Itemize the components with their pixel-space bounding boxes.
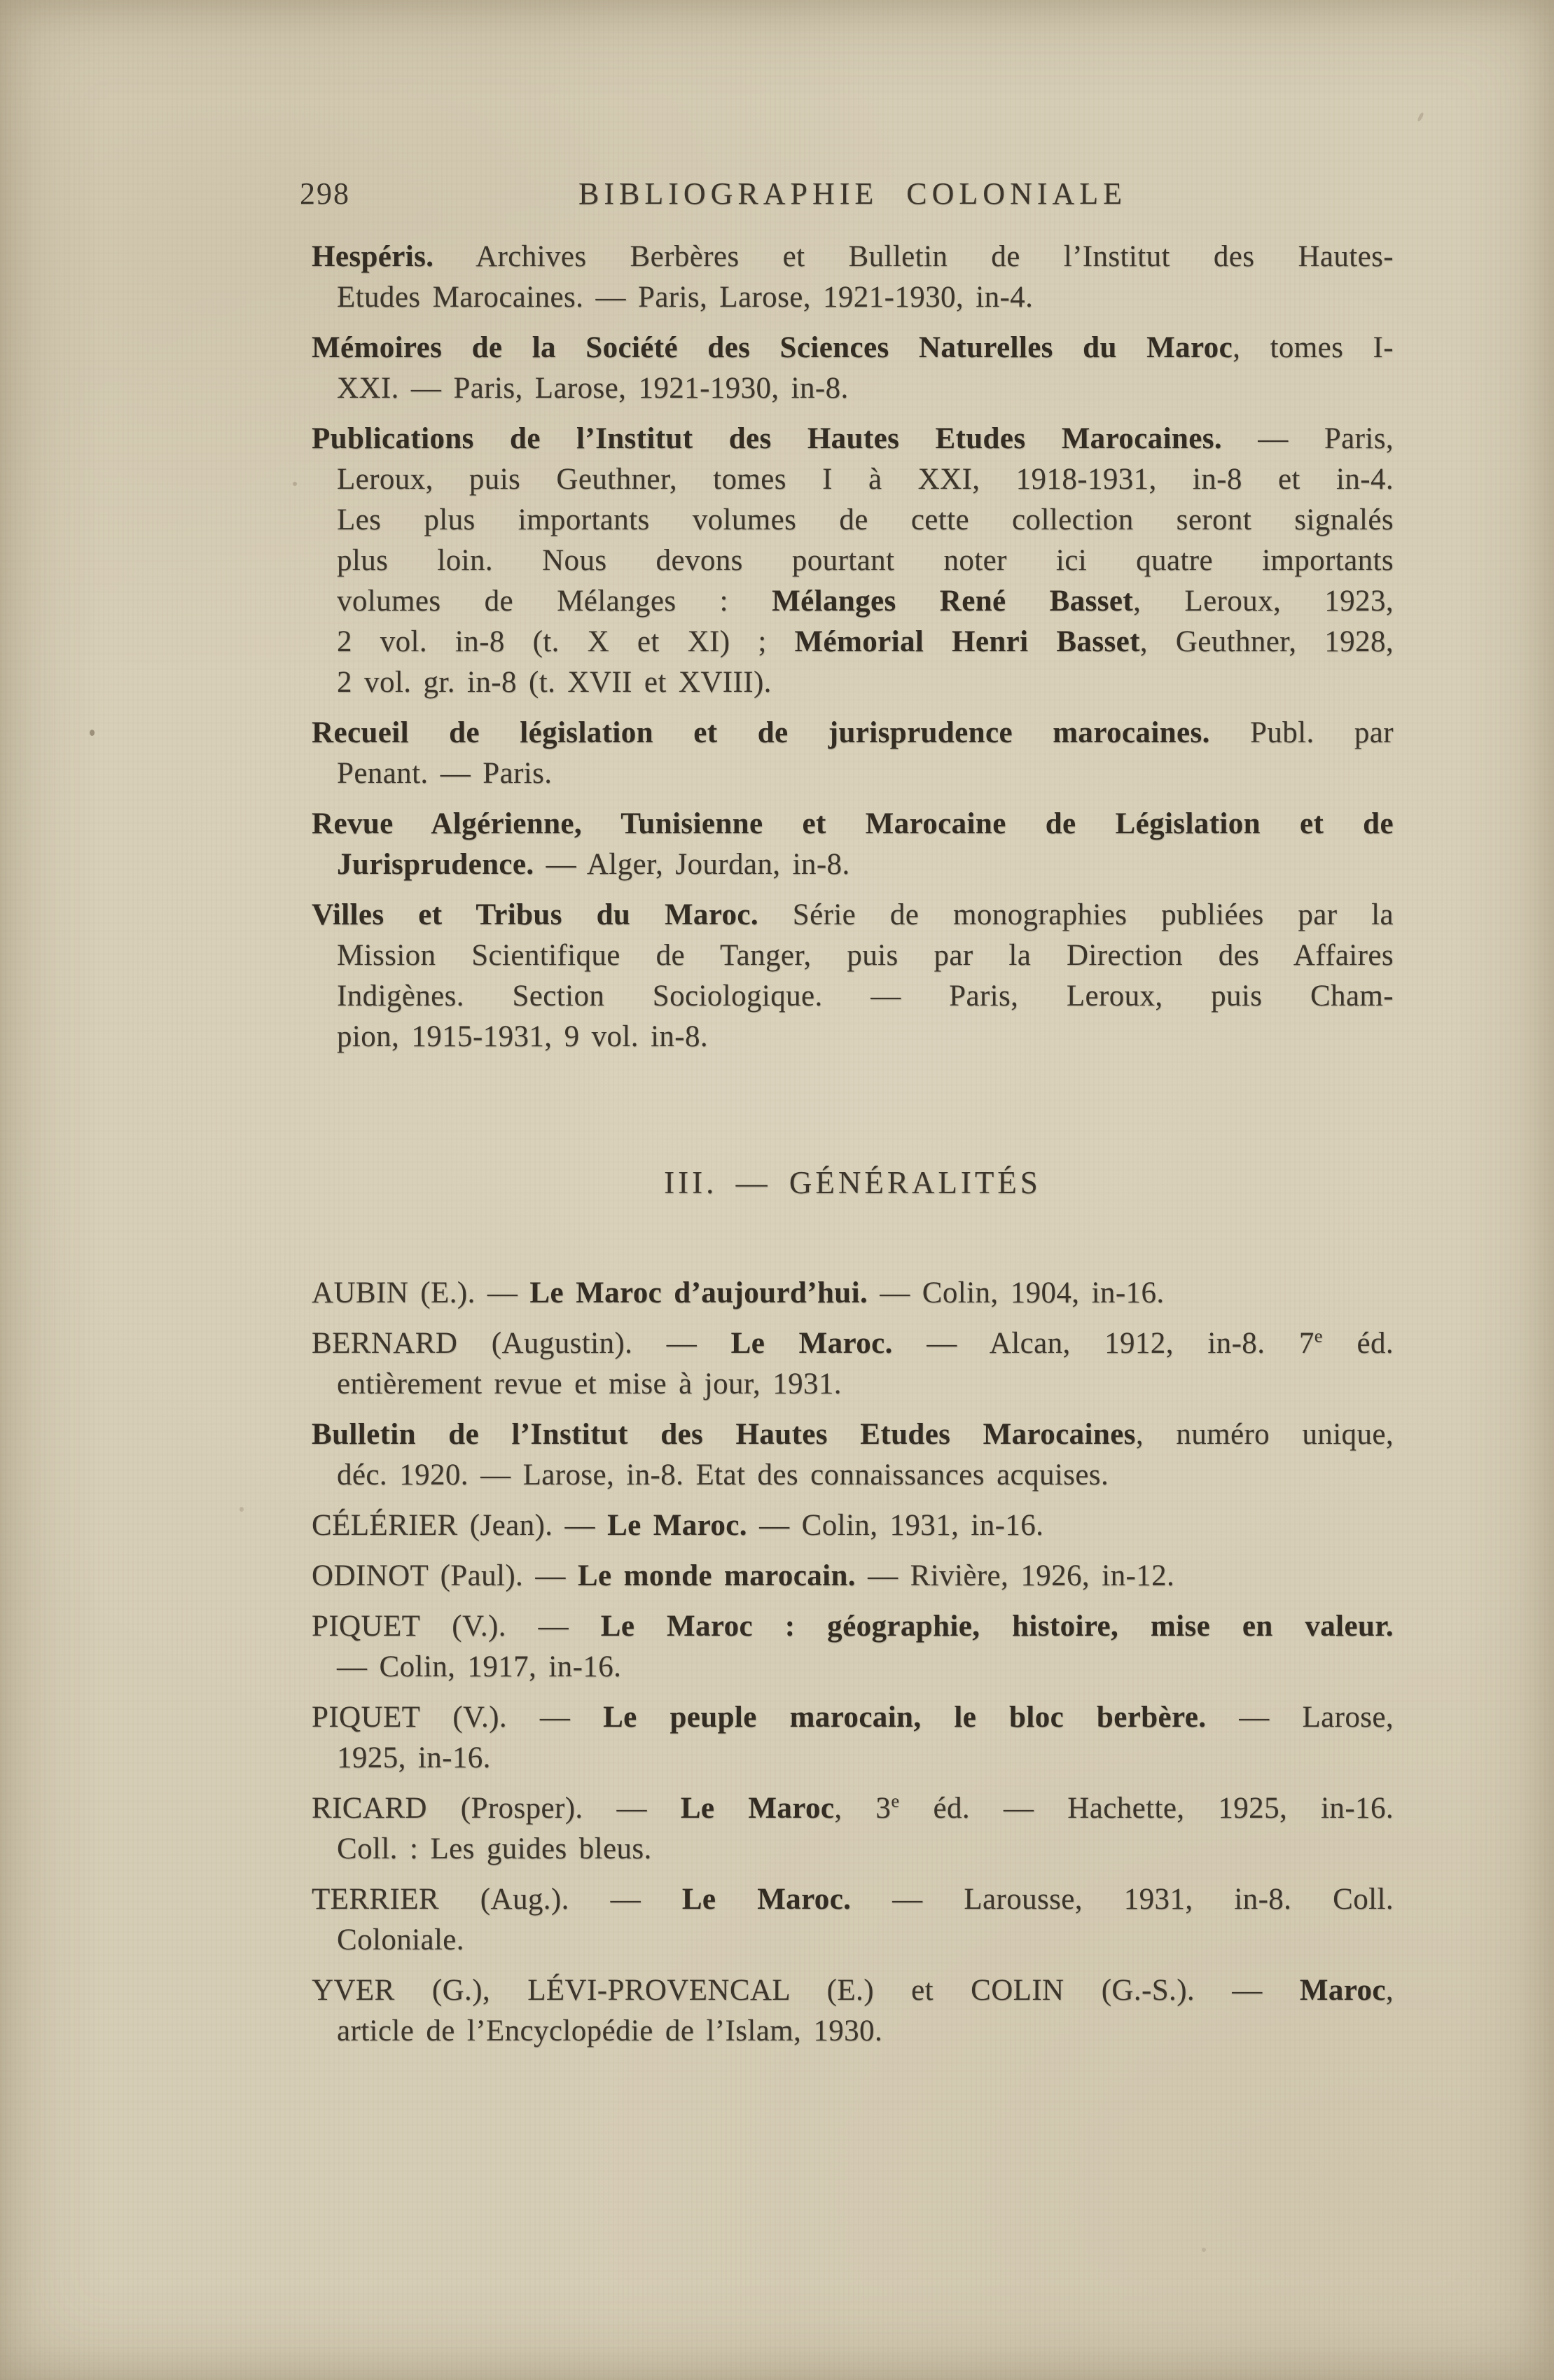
entry-text-segment: AUBIN (E.). — <box>312 1276 530 1309</box>
entry-text-segment: YVER (G.), LÉVI-PROVENCAL (E.) et COLIN (G.-S.). — <box>312 1974 1300 2007</box>
entry-text-segment: — Colin, 1931, in-16. <box>747 1509 1044 1542</box>
bibliography-entry <box>312 1505 1394 1546</box>
entry-line <box>312 1414 1394 1455</box>
entry-line <box>337 662 1394 703</box>
entry-line <box>312 713 1394 753</box>
entry-line <box>312 804 1394 844</box>
entry-text-segment: Coloniale. <box>337 1923 464 1956</box>
entry-text-segment: Archives Berbères et Bulletin de l’Institut des Hautes- <box>433 240 1394 273</box>
entry-text-segment: e <box>1314 1325 1323 1346</box>
entry-title-segment: Le peuple marocain, le bloc berbère. <box>603 1701 1207 1734</box>
entry-text-segment: — Alcan, 1912, in-8. 7 <box>892 1327 1314 1360</box>
entry-text-segment: TERRIER (Aug.). — <box>312 1883 682 1916</box>
entry-text-segment: 2 vol. in-8 (t. X et XI) ; <box>337 625 795 658</box>
entry-line <box>337 935 1394 976</box>
page-title: BIBLIOGRAPHIE COLONIALE <box>578 176 1128 211</box>
bibliography-entry <box>312 1879 1394 1961</box>
bibliography-entry <box>312 1606 1394 1687</box>
entry-text-segment: RICARD (Prosper). — <box>312 1792 681 1825</box>
entry-line <box>312 1697 1394 1738</box>
entry-text-segment: Série de monographies publiées par la <box>758 898 1394 931</box>
entry-line <box>312 1970 1394 2011</box>
entry-line <box>337 622 1394 662</box>
entry-title-segment: Mélanges René Basset <box>772 585 1134 618</box>
bibliography-list-generalites <box>312 1273 1394 2052</box>
bibliography-entry <box>312 895 1394 1057</box>
bibliography-entry <box>312 1697 1394 1779</box>
entry-text-segment: — Larose, <box>1206 1701 1394 1734</box>
entry-line <box>337 1920 1394 1961</box>
entry-text-segment: — Alger, Jourdan, in-8. <box>534 848 850 881</box>
running-header <box>300 174 1394 214</box>
entry-line <box>312 419 1394 459</box>
entry-text-segment: BERNARD (Augustin). — <box>312 1327 731 1360</box>
entry-line <box>337 459 1394 500</box>
entry-text-segment: Indigènes. Section Sociologique. — Paris, Leroux, puis Cham- <box>337 980 1394 1012</box>
entry-text-segment: PIQUET (V.). — <box>312 1701 604 1734</box>
entry-line <box>337 581 1394 622</box>
entry-line <box>337 1455 1394 1496</box>
entry-text-segment: , <box>1385 1974 1394 2007</box>
entry-line <box>337 1829 1394 1870</box>
entry-title-segment: Hespéris. <box>312 240 434 273</box>
entry-line <box>337 844 1394 885</box>
text-block <box>300 174 1394 2061</box>
entry-title-segment: Le Maroc. <box>607 1509 747 1542</box>
entry-text-segment: éd. <box>1322 1327 1394 1360</box>
entry-line <box>312 1505 1394 1546</box>
bibliography-entry <box>312 1788 1394 1870</box>
entry-line <box>312 1788 1394 1829</box>
entry-title-segment: Recueil de législation et de jurisprudence marocaines. <box>312 716 1210 749</box>
page-number: 298 <box>300 176 350 211</box>
scan-speck <box>240 1507 244 1512</box>
entry-text-segment: déc. 1920. — Larose, in-8. Etat des connaissances acquises. <box>337 1459 1109 1491</box>
bibliography-entry <box>312 1323 1394 1405</box>
entry-title-segment: Maroc <box>1299 1974 1386 2007</box>
bibliography-entry <box>312 237 1394 318</box>
entry-text-segment: Les plus importants volumes de cette collection seront signalés <box>337 503 1394 536</box>
entry-line <box>337 1364 1394 1405</box>
entry-title-segment: Le monde marocain. <box>577 1559 856 1592</box>
entry-text-segment: volumes de Mélanges : <box>337 585 772 618</box>
entry-line <box>312 1273 1394 1314</box>
entry-text-segment: PIQUET (V.). — <box>312 1610 601 1643</box>
entry-line <box>337 500 1394 541</box>
entry-title-segment: Revue Algérienne, Tunisienne et Marocaine de Législation et de <box>312 807 1394 840</box>
entry-text-segment: — Paris, <box>1222 422 1394 455</box>
entry-text-segment: , Geuthner, 1928, <box>1139 625 1394 658</box>
entry-text-segment: e <box>891 1790 900 1811</box>
entry-line <box>337 753 1394 794</box>
entry-title-segment: Le Maroc <box>680 1792 835 1825</box>
entry-text-segment: , tomes I- <box>1233 331 1394 364</box>
bibliography-entry <box>312 804 1394 885</box>
entry-line <box>312 328 1394 368</box>
scan-speck <box>1417 112 1424 123</box>
entry-text-segment: 1925, in-16. <box>337 1741 491 1774</box>
entry-text-segment: — Colin, 1904, in-16. <box>868 1276 1165 1309</box>
entry-title-segment: Jurisprudence. <box>337 848 534 881</box>
entry-title-segment: Publications de l’Institut des Hautes Etudes Marocaines. <box>312 422 1223 455</box>
entry-text-segment: 2 vol. gr. in-8 (t. XVII et XVIII). <box>337 666 772 699</box>
entry-text-segment: éd. — Hachette, 1925, in-16. <box>899 1792 1394 1825</box>
entry-title-segment: Villes et Tribus du Maroc. <box>312 898 759 931</box>
entry-line <box>337 1738 1394 1779</box>
entry-line <box>312 895 1394 935</box>
entry-title-segment: Mémorial Henri Basset <box>794 625 1140 658</box>
entry-title-segment: Le Maroc. <box>730 1327 893 1360</box>
entry-text-segment: Publ. par <box>1209 716 1394 749</box>
bibliography-entry <box>312 1556 1394 1596</box>
entry-text-segment: CÉLÉRIER (Jean). — <box>312 1509 608 1542</box>
scan-speck <box>293 482 297 486</box>
entry-text-segment: — Larousse, 1931, in-8. Coll. <box>851 1883 1394 1916</box>
entry-text-segment: pion, 1915-1931, 9 vol. in-8. <box>337 1020 709 1053</box>
entry-text-segment: Mission Scientifique de Tanger, puis par la Direction des Affaires <box>337 939 1394 972</box>
scan-speck <box>1202 2248 1206 2252</box>
entry-line <box>312 1323 1394 1364</box>
entry-line <box>337 277 1394 318</box>
entry-line <box>337 368 1394 409</box>
section-heading: III. — GÉNÉRALITÉS <box>664 1165 1041 1200</box>
entry-line <box>312 1556 1394 1596</box>
entry-text-segment: , numéro unique, <box>1135 1418 1394 1451</box>
entry-line <box>337 1647 1394 1687</box>
entry-line <box>337 1017 1394 1057</box>
entry-line <box>337 976 1394 1017</box>
bibliography-entry <box>312 1414 1394 1496</box>
entry-title-segment: Bulletin de l’Institut des Hautes Etudes Marocaines <box>312 1418 1136 1451</box>
entry-line <box>337 2011 1394 2052</box>
entry-text-segment: plus loin. Nous devons pourtant noter ici quatre importants <box>337 544 1394 577</box>
entry-text-segment: , Leroux, 1923, <box>1133 585 1394 618</box>
entry-title-segment: Le Maroc. <box>681 1883 852 1916</box>
entry-text-segment: Penant. — Paris. <box>337 757 553 790</box>
entry-title-segment: Le Maroc d’aujourd’hui. <box>529 1276 868 1309</box>
entry-title-segment: Mémoires de la Société des Sciences Naturelles du Maroc <box>312 331 1233 364</box>
entry-text-segment: — Colin, 1917, in-16. <box>337 1650 622 1683</box>
entry-text-segment: Coll. : Les guides bleus. <box>337 1832 652 1865</box>
scan-speck <box>90 730 95 736</box>
bibliography-entry <box>312 713 1394 794</box>
entry-text-segment: — Rivière, 1926, in-12. <box>855 1559 1175 1592</box>
entry-line <box>312 1606 1394 1647</box>
entry-text-segment: Etudes Marocaines. — Paris, Larose, 1921-1930, in-4. <box>337 281 1034 314</box>
bibliography-entry <box>312 419 1394 703</box>
entry-text-segment: article de l’Encyclopédie de l’Islam, 1930. <box>337 2014 883 2047</box>
entry-text-segment: , 3 <box>834 1792 892 1825</box>
bibliography-entry <box>312 1273 1394 1314</box>
bibliography-entry <box>312 1970 1394 2052</box>
bibliography-list-periodicals <box>312 237 1394 1057</box>
bibliography-entry <box>312 328 1394 409</box>
entry-line <box>337 541 1394 581</box>
entry-line <box>312 1879 1394 1920</box>
entry-title-segment: Le Maroc : géographie, histoire, mise en valeur. <box>600 1610 1394 1643</box>
entry-line <box>312 237 1394 277</box>
entry-text-segment: XXI. — Paris, Larose, 1921-1930, in-8. <box>337 372 849 405</box>
entry-text-segment: ODINOT (Paul). — <box>312 1559 578 1592</box>
entry-text-segment: Leroux, puis Geuthner, tomes I à XXI, 1918-1931, in-8 et in-4. <box>337 463 1394 496</box>
entry-text-segment: entièrement revue et mise à jour, 1931. <box>337 1368 842 1400</box>
